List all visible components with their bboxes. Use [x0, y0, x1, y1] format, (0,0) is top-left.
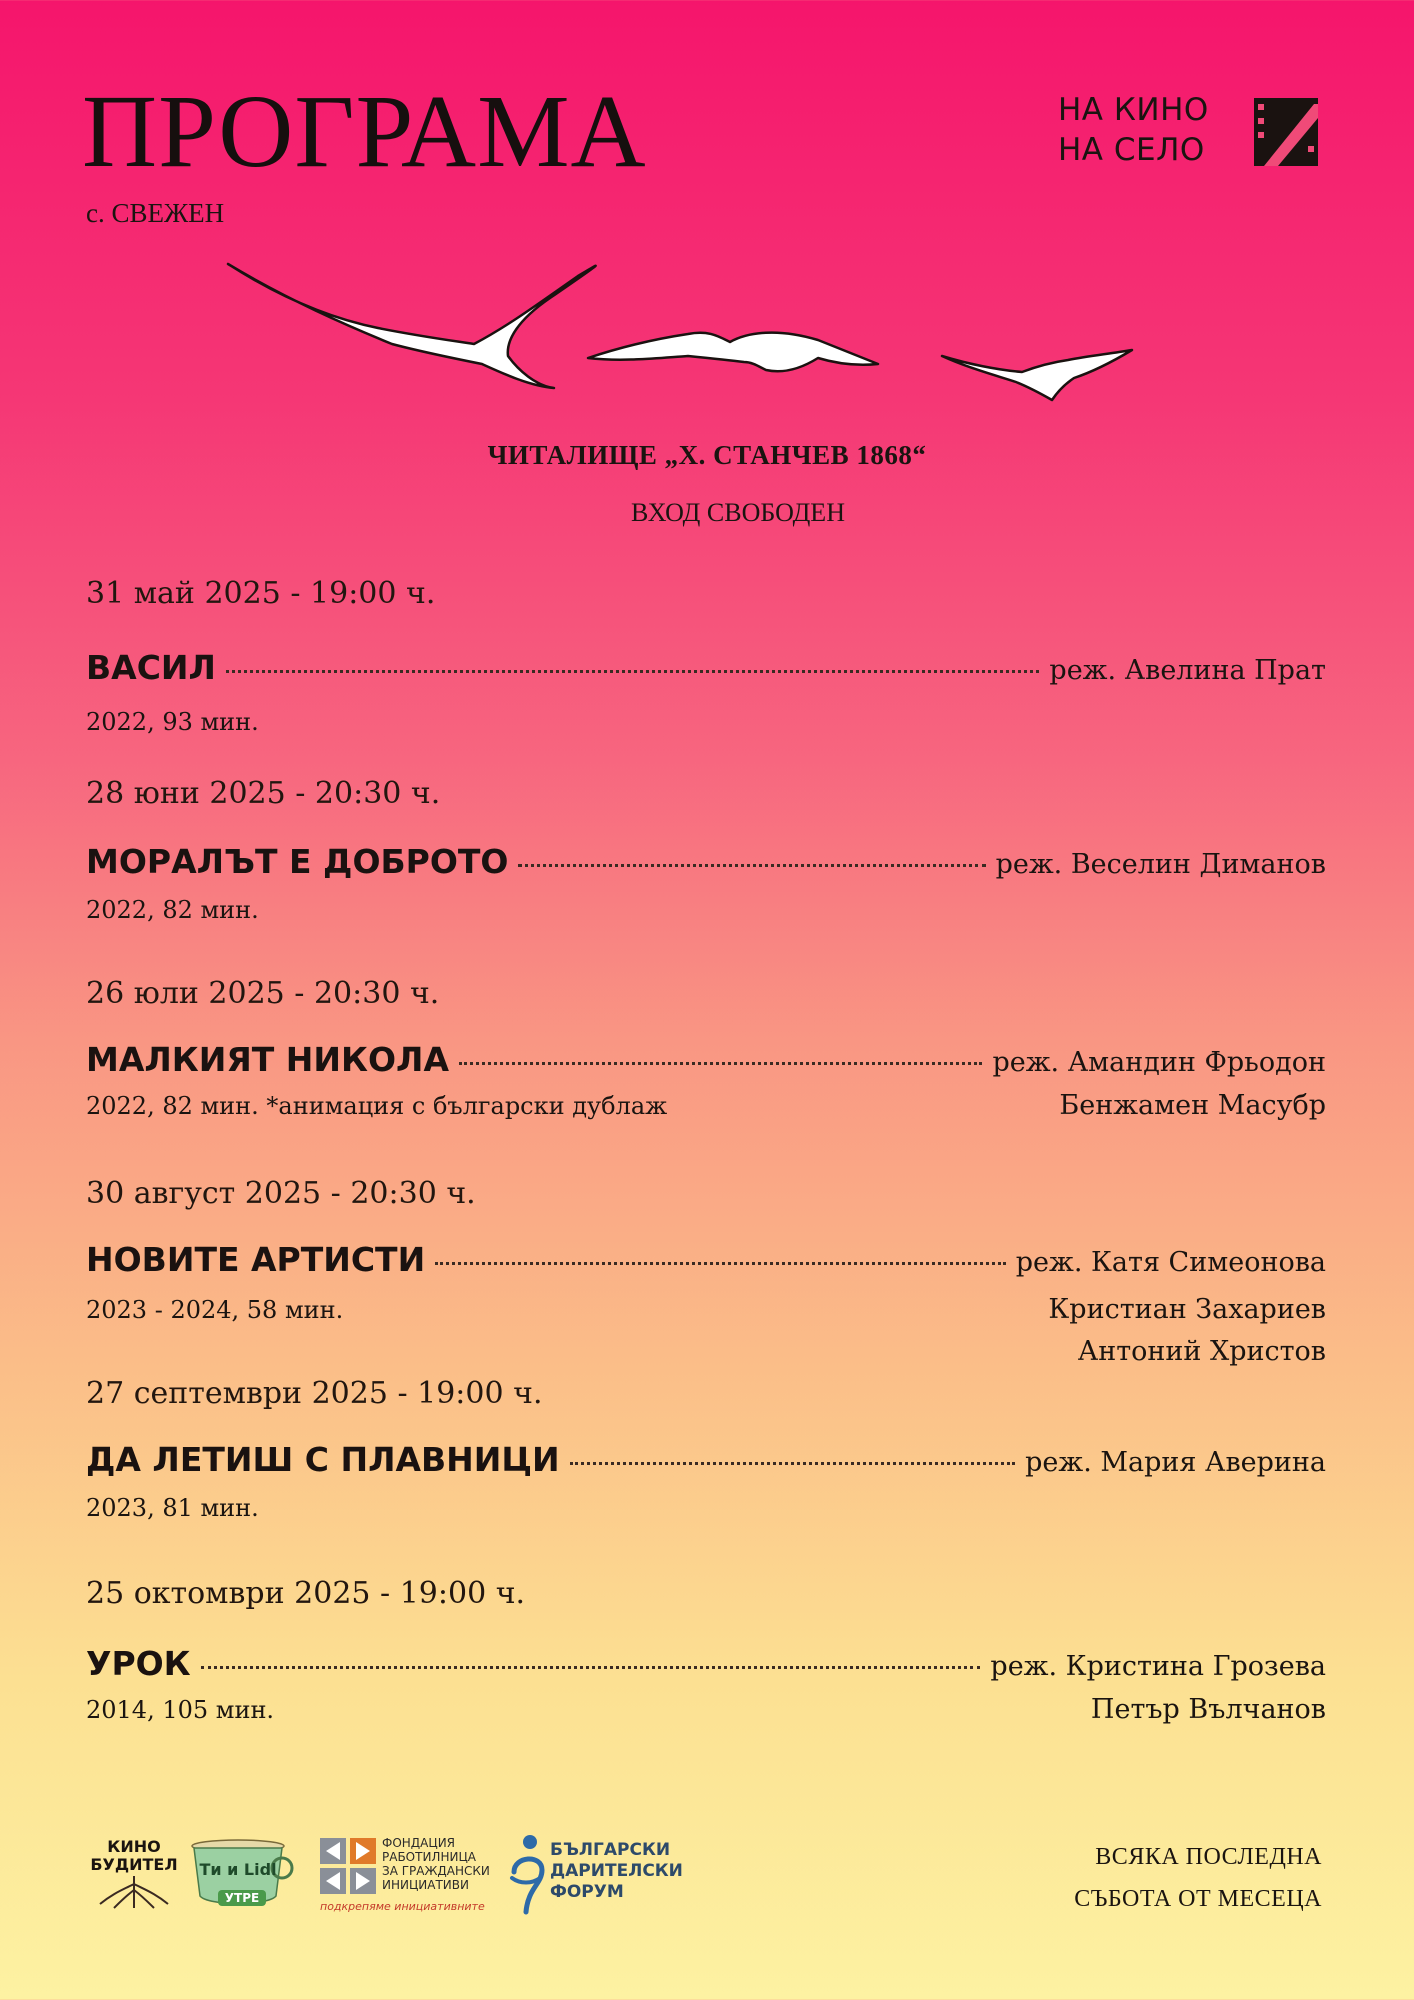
film-title: УРОК: [86, 1644, 191, 1683]
fondacia-tagline: подкрепяме инициативните: [320, 1900, 485, 1913]
screening-row: [86, 1440, 1326, 1479]
village-name: с. СВЕЖЕН: [86, 198, 225, 228]
film-title: ДА ЛЕТИШ С ПЛАВНИЦИ: [86, 1440, 560, 1479]
screening-date: 30 август 2025 - 20:30 ч.: [86, 1176, 476, 1211]
person-icon: [508, 1832, 548, 1916]
fondacia-line-1: ФОНДАЦИЯ: [382, 1836, 456, 1850]
fondacia-line-4: ИНИЦИАТИВИ: [382, 1878, 469, 1892]
page-title: ПРОГРАМА: [82, 74, 647, 189]
screening-date: 25 октомври 2025 - 19:00 ч.: [86, 1576, 526, 1611]
film-title: МАЛКИЯТ НИКОЛА: [86, 1040, 449, 1079]
film-co-director: Кристиан Захариев: [1048, 1294, 1326, 1325]
screening-date: 26 юли 2025 - 20:30 ч.: [86, 976, 440, 1011]
film-co-director: Петър Вълчанов: [1090, 1694, 1326, 1725]
film-meta: 2022, 93 мин.: [86, 708, 259, 736]
film-director: реж. Веселин Диманов: [995, 849, 1326, 880]
dot-leader: [201, 1666, 981, 1669]
screening-date: 27 септември 2025 - 19:00 ч.: [86, 1376, 543, 1411]
arrows-square-icon: [320, 1838, 376, 1894]
screening-row: [86, 1240, 1326, 1279]
film-meta: 2022, 82 мин. *анимация с български дублаж: [86, 1092, 668, 1120]
film-meta: 2023, 81 мин.: [86, 1494, 259, 1522]
bdf-line-3: ФОРУМ: [550, 1882, 624, 1902]
footer-note-line-2: СЪБОТА ОТ МЕСЕЦА: [1074, 1886, 1322, 1912]
dot-leader: [570, 1462, 1015, 1465]
film-director: реж. Катя Симеонова: [1015, 1247, 1326, 1278]
bdf-line-2: ДАРИТЕЛСКИ: [550, 1861, 683, 1881]
screening-row: [86, 1644, 1326, 1683]
dot-leader: [518, 864, 985, 867]
film-co-director: Бенжамен Масубр: [1059, 1090, 1326, 1121]
roots-icon: [86, 1874, 182, 1910]
film-meta: 2014, 105 мин.: [86, 1696, 275, 1724]
dot-leader: [226, 670, 1039, 673]
venue-name: ЧИТАЛИЩЕ „Х. СТАНЧЕВ 1868“: [487, 440, 927, 470]
kino-buditel-line-1: КИНО: [107, 1837, 161, 1856]
film-director: реж. Кристина Грозева: [990, 1651, 1326, 1682]
bird-small: [942, 350, 1132, 400]
bird-large: [228, 264, 596, 388]
film-meta: 2022, 82 мин.: [86, 896, 259, 924]
film-strip-logo-icon: [1248, 94, 1324, 170]
screening-row: [86, 842, 1326, 881]
kino-buditel-line-2: БУДИТЕЛ: [90, 1855, 178, 1874]
bird-middle: [588, 333, 878, 372]
brand-line-2: НА СЕЛО: [1058, 132, 1205, 168]
fondacia-rabotilnica-logo: [320, 1836, 500, 1916]
footer-note-line-1: ВСЯКА ПОСЛЕДНА: [1095, 1844, 1322, 1870]
screening-date: 31 май 2025 - 19:00 ч.: [86, 576, 436, 611]
brand-line-1: НА КИНО: [1058, 92, 1209, 128]
entry-note: ВХОД СВОБОДЕН: [631, 498, 845, 527]
screening-row: [86, 1040, 1326, 1079]
ti-i-lidl-logo: [188, 1838, 294, 1912]
film-title: ВАСИЛ: [86, 648, 216, 687]
ti-i-lidl-text: Ти и Lidl: [199, 1860, 277, 1879]
fondacia-line-2: РАБОТИЛНИЦА: [382, 1850, 476, 1864]
film-title: МОРАЛЪТ Е ДОБРОТО: [86, 842, 509, 881]
film-director: реж. Мария Аверина: [1025, 1447, 1326, 1478]
footer-note: [1002, 1836, 1322, 1920]
kino-buditel-logo: [86, 1838, 182, 1914]
bdf-line-1: БЪЛГАРСКИ: [550, 1840, 671, 1860]
brand-name: [1058, 90, 1209, 170]
dot-leader: [435, 1262, 1006, 1265]
film-director: реж. Амандин Фрьодон: [992, 1047, 1326, 1078]
flying-birds-illustration: [218, 236, 1138, 406]
bdf-logo: [508, 1832, 698, 1916]
dot-leader: [459, 1062, 982, 1065]
fondacia-line-3: ЗА ГРАЖДАНСКИ: [382, 1864, 490, 1878]
film-co-director: Антоний Христов: [1077, 1336, 1326, 1367]
ti-i-lidl-sub: УТРЕ: [224, 1891, 260, 1905]
film-director: реж. Авелина Прат: [1049, 655, 1326, 686]
film-meta: 2023 - 2024, 58 мин.: [86, 1296, 344, 1324]
screening-row: [86, 648, 1326, 687]
film-title: НОВИТЕ АРТИСТИ: [86, 1240, 426, 1279]
screening-date: 28 юни 2025 - 20:30 ч.: [86, 776, 441, 811]
